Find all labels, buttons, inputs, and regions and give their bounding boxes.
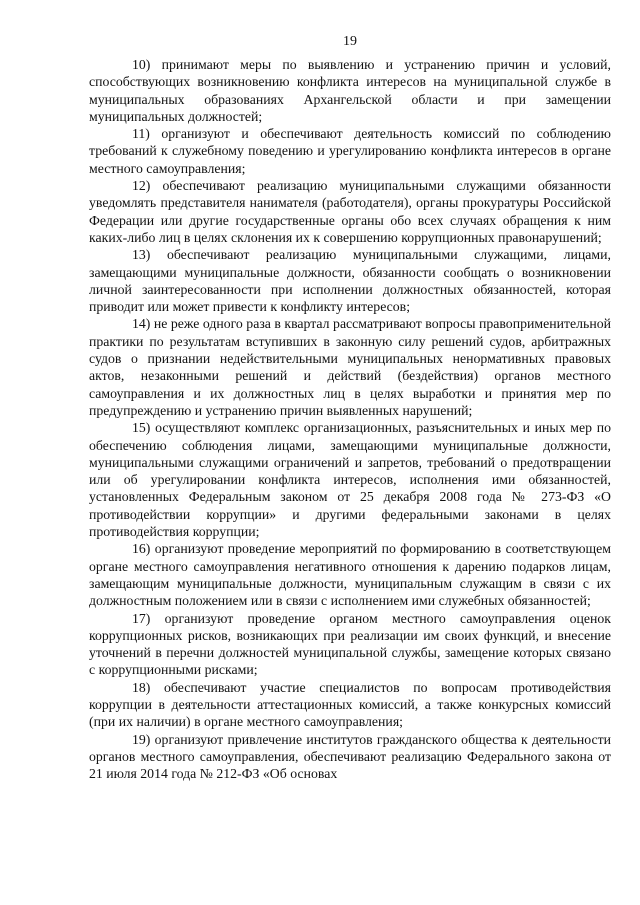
paragraph-item-16: 16) организуют проведение мероприятий по формированию в соответствующем органе местного самоуправления негативного отношения к дарению подарков лицам, замещающим муниципальные должности, муниципальным служащим в связи с их должностным положением или в связи с исполнением ими служебных обязанностей; <box>89 541 611 609</box>
paragraph-item-18: 18) обеспечивают участие специалистов по вопросам противодействия коррупции в деятельности аттестационных комиссий, а также конкурсных комиссий (при их наличии) в органе местного самоуправления; <box>89 679 611 730</box>
paragraph-item-10: 10) принимают меры по выявлению и устранению причин и условий, способствующих возникновению конфликта интересов на муниципальной службе в муниципальных образованиях Архангельской области и при замещении муниципальных должностей; <box>89 57 611 124</box>
paragraph-item-13: 13) обеспечивают реализацию муниципальными служащими, лицами, замещающими муниципальные должности, обязанности сообщать о возникновении личной заинтересованности при исполнении должностных обязанностей, которая приводит или может привести к конфликту интересов; <box>89 247 611 315</box>
paragraph-item-17: 17) организуют проведение органом местного самоуправления оценок коррупционных рисков, возникающих при реализации им своих функций, и внесение уточнений в перечни должностей муниципальной службы, замещение которых связано с коррупционными рисками; <box>89 610 611 678</box>
page-number: 19 <box>343 34 357 49</box>
document-page <box>89 34 611 782</box>
paragraph-item-11: 11) организуют и обеспечивают деятельность комиссий по соблюдению требований к служебному поведению и урегулированию конфликта интересов в органе местного самоуправления; <box>89 126 611 176</box>
paragraph-item-12: 12) обеспечивают реализацию муниципальными служащими обязанности уведомлять представителя нанимателя (работодателя), органы прокуратуры Российской Федерации или другие государственные органы обо всех случаях обращения к ним каких-либо лиц в целях склонения их к совершению коррупционных правонарушений; <box>89 178 611 245</box>
paragraph-item-19: 19) организуют привлечение институтов гражданского общества к деятельности органов местного самоуправления, обеспечивают реализацию Федерального закона от 21 июля 2014 года № 212-ФЗ «Об основах <box>89 731 611 782</box>
paragraph-item-15: 15) осуществляют комплекс организационных, разъяснительных и иных мер по обеспечению соблюдения лицами, замещающими муниципальные должности, муниципальными служащими ограничений и запретов, требований о предотвращении или об урегулировании конфликта интересов, исполнения ими обязанностей, установленных Федеральным законом от 25 декабря 2008 года № 273-ФЗ «О противодействии коррупции» и другими федеральными законами в целях противодействия коррупции; <box>89 420 611 540</box>
paragraph-item-14: 14) не реже одного раза в квартал рассматривают вопросы правоприменительной практики по результатам вступивших в законную силу решений судов, арбитражных судов о признании недействительными муниципальных ненормативных правовых актов, незаконными решений и действий (бездействия) органов местного самоуправления и их должностных лиц в целях выработки и принятия мер по предупреждению и устранению причин выявленных нарушений; <box>89 316 611 418</box>
